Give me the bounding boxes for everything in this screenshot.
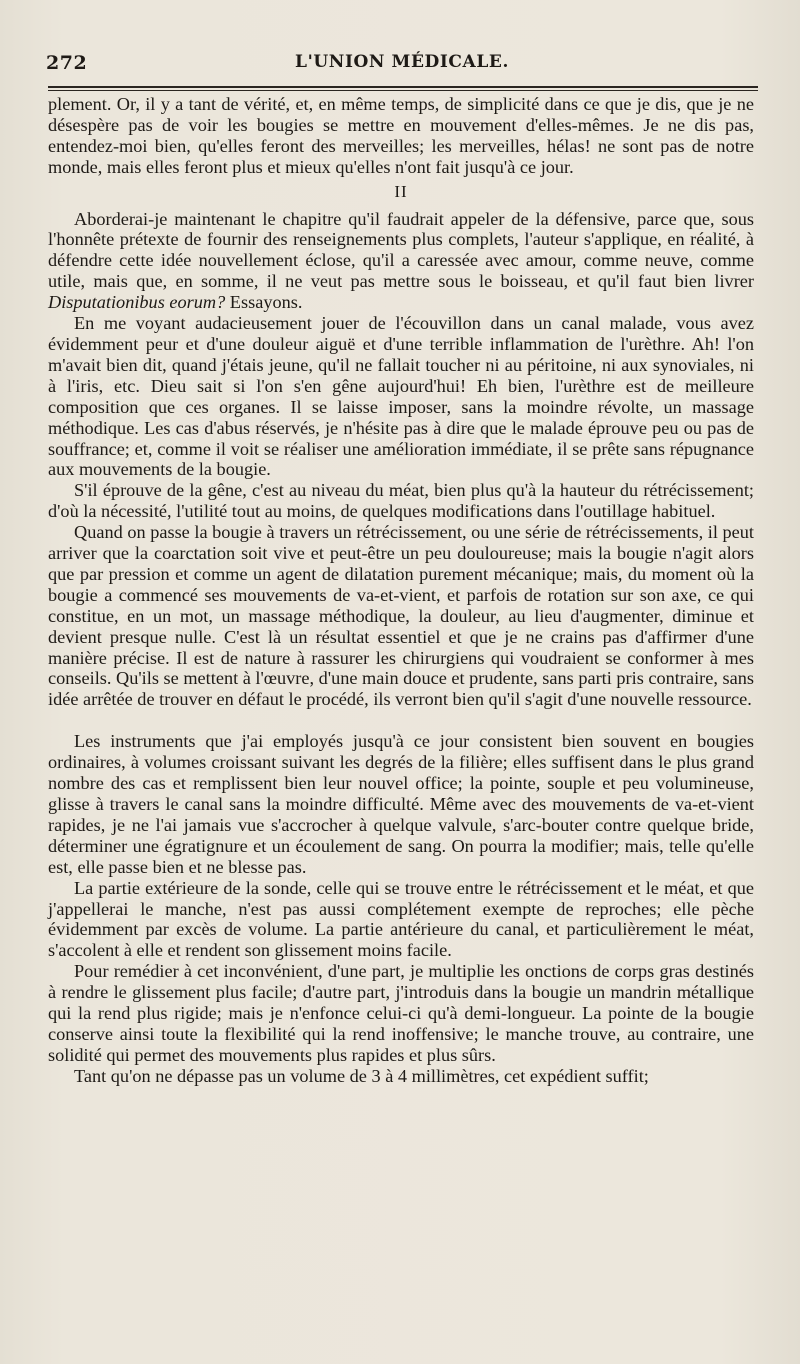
paragraph: S'il éprouve de la gêne, c'est au niveau du méat, bien plus qu'à la hauteur du rétrécissement; d'où la nécessité, l'utilité tout au moins, de quelques modifications dans l'outillage habituel.: [48, 480, 754, 522]
running-title: L'UNION MÉDICALE.: [295, 52, 509, 72]
paragraph: [48, 209, 754, 314]
section-number: II: [394, 181, 408, 201]
paragraph: Quand on passe la bougie à travers un rétrécissement, ou une série de rétrécissements, il peut arriver que la coarctation soit vive et peut-être un peu douloureuse; mais la bougie n'agit alors que par pression et comme un agent de dilatation purement mécanique; mais, du moment où la bougie a commencé ses mouvements de va-et-vient, et parfois de rotation sur son axe, ce qui constitue, en un mot, un massage méthodique, la douleur, au lieu d'augmenter, diminue et devient presque nulle. C'est là un résultat essentiel et que je ne crains pas d'affirmer d'une manière précise. Il est de nature à rassurer les chirurgiens qui voudraient se conformer à mes conseils. Qu'ils se mettent à l'œuvre, d'une main douce et prudente, sans parti pris contraire, sans idée arrêtée de trouver en défaut le procédé, ils verront bien qu'il s'agit d'une nouvelle ressource.: [48, 522, 754, 710]
paragraph: La partie extérieure de la sonde, celle qui se trouve entre le rétrécissement et le méat, et que j'appellerai le manche, n'est pas aussi complétement exempte de reproches; elle pèche évidemment par excès de volume. La partie antérieure du canal, et particulièrement le méat, s'accolent à elle et rendent son glissement moins facile.: [48, 877, 754, 961]
paragraph: Pour remédier à cet inconvénient, d'une part, je multiplie les onctions de corps gras destinés à rendre le glissement plus facile; d'autre part, j'introduis dans la bougie un mandrin métallique qui la rend plus rigide; mais je n'enfonce celui-ci qu'à demi-longueur. La pointe de la bougie conserve ainsi toute la flexibilité qui la rend inoffensive; le manche trouve, au contraire, une solidité qui permet des mouvements plus rapides et plus sûrs.: [48, 961, 754, 1065]
paragraph: plement. Or, il y a tant de vérité, et, en même temps, de simplicité dans ce que je dis, que je ne désespère pas de voir les bougies se mettre en mouvement d'elles-mêmes. Je ne dis pas, entendez-moi bien, qu'elles feront des merveilles; les merveilles, hélas! ne sont pas de notre monde, mais elles feront plus et mieux qu'elles n'ont fait jusqu'à ce jour.: [48, 94, 754, 177]
header-rule: [48, 86, 758, 91]
article-body: [48, 94, 754, 1087]
page-number: 272: [46, 52, 88, 74]
paragraph: Les instruments que j'ai employés jusqu'à ce jour consistent bien souvent en bougies ordinaires, à volumes croissant suivant les degrés de la filière; elles suffisent dans le plus grand nombre des cas et remplissent bien leur nouvel office; la pointe, souple et peu volumineuse, glisse à travers le canal sans la moindre difficulté. Même avec des mouvements de va-et-vient rapides, je ne l'ai jamais vue s'accrocher à quelque valvule, s'arc-bouter contre quelque bride, déterminer une égratignure et un écoulement de sang. On pourra la modifier; mais, telle qu'elle est, elle passe bien et ne blesse pas.: [48, 731, 754, 877]
italic-phrase: Disputationibus eorum?: [48, 292, 226, 313]
paragraph: Tant qu'on ne dépasse pas un volume de 3 à 4 millimètres, cet expédient suffit;: [74, 1065, 649, 1086]
section-gap: [48, 710, 754, 731]
paragraph-text: Aborderai-je maintenant le chapitre qu'il faudrait appeler de la défensive, parce que, sous l'honnête prétexte de fournir des renseignements plus complets, l'auteur s'applique, en réalité, à défendre cette idée nouvellement éclose, qu'il a caressée avec amour, comme neuve, comme utile, mais que, en somme, il ne veut pas mettre sous le boisseau, et qu'il faut bien livrer: [48, 208, 754, 292]
paragraph: En me voyant audacieusement jouer de l'écouvillon dans un canal malade, vous avez évidemment peur et d'une douleur aiguë et d'une terrible inflammation de l'urèthre. Ah! l'on m'avait bien dit, quand j'étais jeune, qu'il ne fallait toucher ni au péritoine, ni aux synoviales, ni à l'iris, etc. Dieu sait si l'on s'en gêne aujourd'hui! Eh bien, l'urèthre est de meilleure composition que ces organes. Il se laisse imposer, sans la moindre révolte, un massage méthodique. Les cas d'abus réservés, je n'hésite pas à dire que le malade éprouve peu ou pas de souffrance; et, comme il voit se réaliser une amélioration immédiate, il se prête sans répugnance aux mouvements de la bougie.: [48, 313, 754, 480]
page-header: [46, 52, 758, 80]
paragraph-text-tail: Essayons.: [225, 292, 303, 313]
